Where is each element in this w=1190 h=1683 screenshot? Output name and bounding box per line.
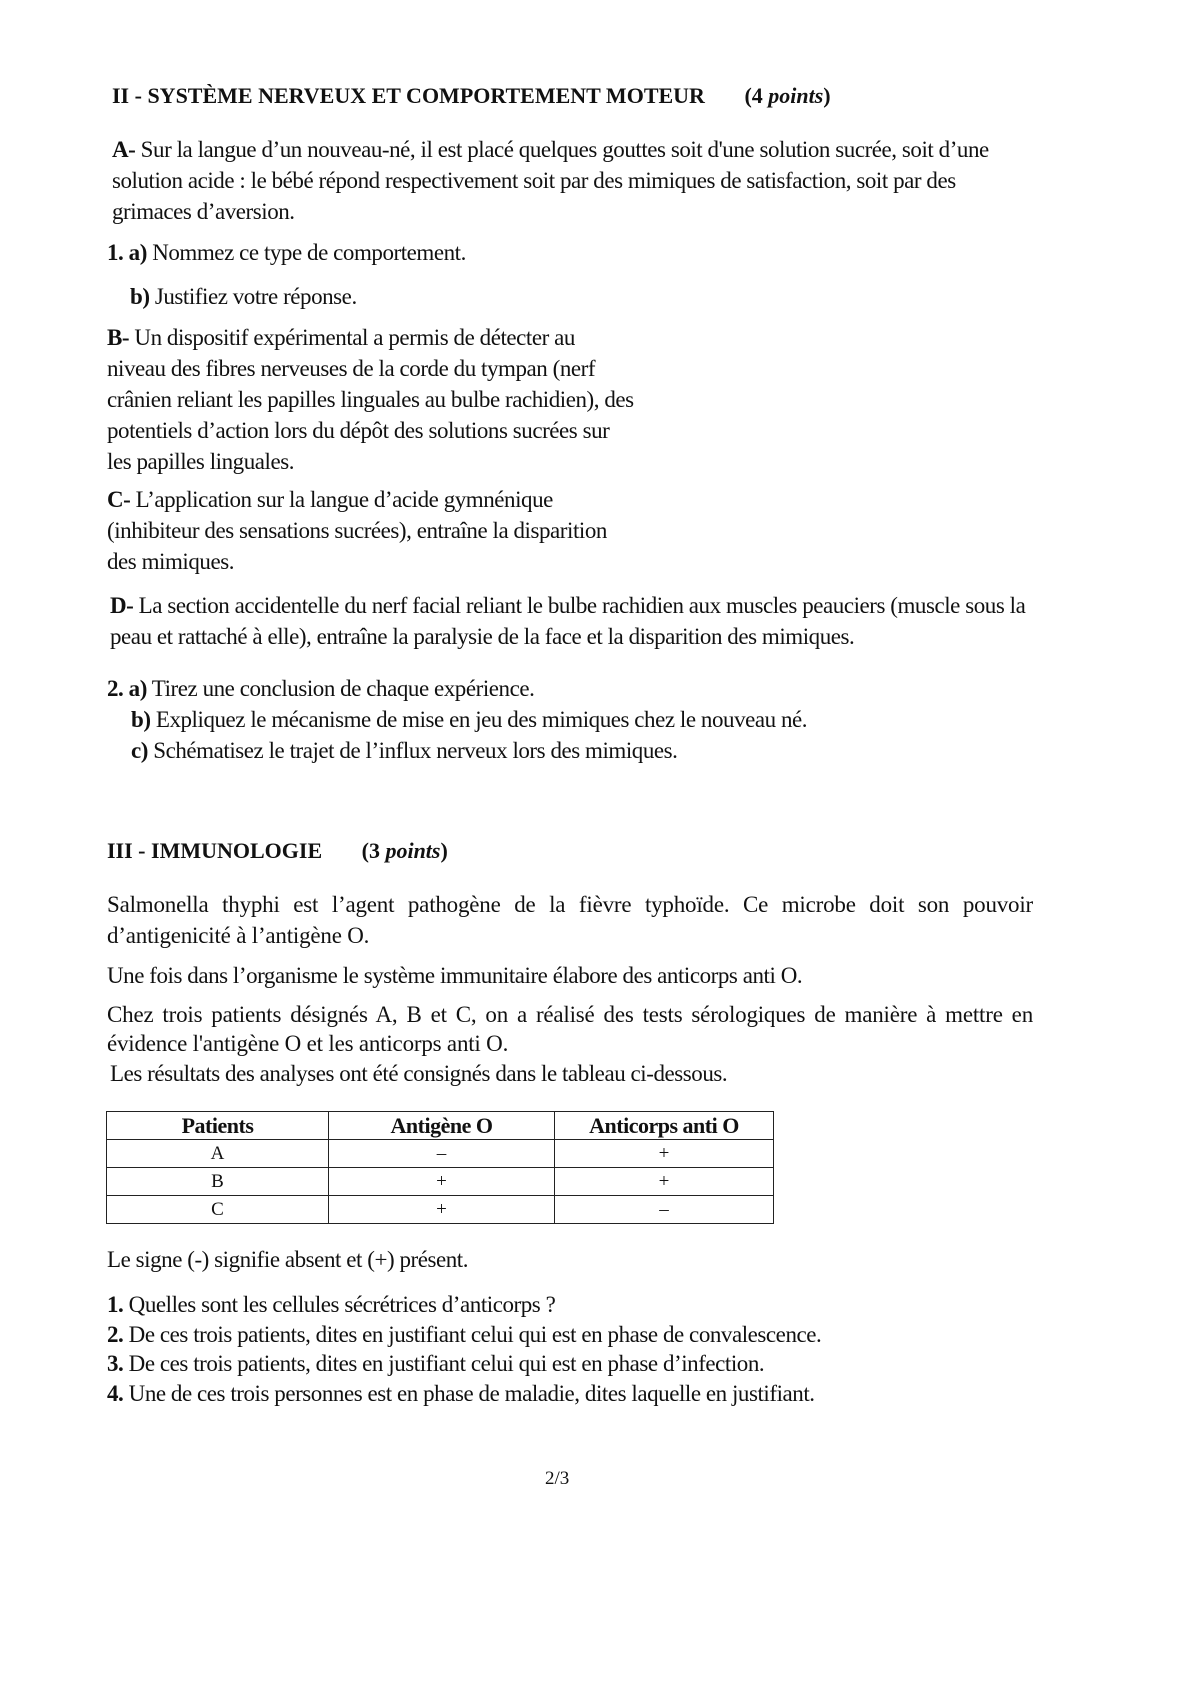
question-3-1: 1. Quelles sont les cellules sécrétrices d’anticorps ? bbox=[107, 1292, 556, 1317]
table-row bbox=[107, 1196, 774, 1224]
question-2a: 2. a) Tirez une conclusion de chaque expérience. bbox=[107, 676, 535, 701]
cell-antigene: – bbox=[329, 1140, 555, 1168]
cell-anticorps: + bbox=[555, 1140, 774, 1168]
section-2-points: (4 points) bbox=[744, 83, 831, 108]
header-antigene: Antigène O bbox=[329, 1112, 555, 1140]
header-patients: Patients bbox=[107, 1112, 329, 1140]
paragraph-B: B- Un dispositif expérimental a permis de détecter au niveau des fibres nerveuses de la corde du tympan (nerf crânien reliant les papilles linguales au bulbe rachidien), des potentiels d’action lors du dépôt des solutions sucrées sur les papilles linguales. bbox=[107, 325, 634, 474]
results-table bbox=[106, 1111, 774, 1224]
paragraph-A: A- Sur la langue d’un nouveau-né, il est placé quelques gouttes soit d'une solution sucrée, soit d’une solution acide : le bébé répond respectivement soit par des mimiques de satisfaction, soit par des grimaces d’aversion. bbox=[112, 137, 989, 224]
questions-2 bbox=[107, 673, 1007, 766]
question-1b: b) Justifiez votre réponse. bbox=[130, 284, 357, 309]
question-3-4: 4. Une de ces trois personnes est en phase de maladie, dites laquelle en justifiant. bbox=[107, 1380, 815, 1406]
question-2b: b) Expliquez le mécanisme de mise en jeu des mimiques chez le nouveau né. bbox=[131, 707, 808, 732]
question-2c: c) Schématisez le trajet de l’influx nerveux lors des mimiques. bbox=[131, 738, 678, 763]
paragraph-D: D- La section accidentelle du nerf facial reliant le bulbe rachidien aux muscles peauciers (muscle sous la peau et rattaché à elle), entraîne la paralysie de la face et la disparition des mimiques. bbox=[110, 593, 1026, 649]
page-number: 2/3 bbox=[545, 1468, 570, 1489]
label-D: D- bbox=[110, 593, 134, 618]
table-row bbox=[107, 1140, 774, 1168]
label-B: B- bbox=[107, 325, 130, 350]
paragraph-patients: Chez trois patients désignés A, B et C, on a réalisé des tests sérologiques de manière à mettre en évidence l'antigène O et les anticorps anti O. bbox=[107, 1002, 1033, 1056]
paragraph-anticorps: Une fois dans l’organisme le système immunitaire élabore des anticorps anti O. bbox=[107, 963, 803, 988]
label-C: C- bbox=[107, 487, 131, 512]
section-3-title bbox=[107, 835, 448, 866]
paragraph-results: Les résultats des analyses ont été consignés dans le tableau ci-dessous. bbox=[110, 1061, 728, 1086]
section-2-title bbox=[112, 80, 831, 111]
header-anticorps: Anticorps anti O bbox=[555, 1112, 774, 1140]
questions-3 bbox=[107, 1290, 1033, 1408]
question-3-2: 2. De ces trois patients, dites en justifiant celui qui est en phase de convalescence. bbox=[107, 1321, 822, 1347]
cell-anticorps: – bbox=[555, 1196, 774, 1224]
section-3-points: (3 points) bbox=[361, 838, 448, 863]
paragraph-salmonella: Salmonella thyphi est l’agent pathogène de la fièvre typhoïde. Ce microbe doit son pouvoir d’antigenicité à l’antigène O. bbox=[107, 892, 1033, 948]
question-3-3: 3. De ces trois patients, dites en justifiant celui qui est en phase d’infection. bbox=[107, 1351, 765, 1376]
question-1a: 1. a) Nommez ce type de comportement. bbox=[107, 240, 466, 265]
cell-antigene: + bbox=[329, 1168, 555, 1196]
table-legend: Le signe (-) signifie absent et (+) présent. bbox=[107, 1247, 469, 1272]
section-2-heading: II - SYSTÈME NERVEUX ET COMPORTEMENT MOTEUR bbox=[112, 83, 705, 108]
table-header-row bbox=[107, 1112, 774, 1140]
table-row bbox=[107, 1168, 774, 1196]
cell-antigene: + bbox=[329, 1196, 555, 1224]
cell-patient: C bbox=[107, 1196, 329, 1224]
section-3-heading: III - IMMUNOLOGIE bbox=[107, 838, 323, 863]
paragraph-C: C- L’application sur la langue d’acide gymnénique (inhibiteur des sensations sucrées), entraîne la disparition des mimiques. bbox=[107, 487, 607, 574]
cell-patient: A bbox=[107, 1140, 329, 1168]
cell-anticorps: + bbox=[555, 1168, 774, 1196]
cell-patient: B bbox=[107, 1168, 329, 1196]
label-A: A- bbox=[112, 137, 136, 162]
